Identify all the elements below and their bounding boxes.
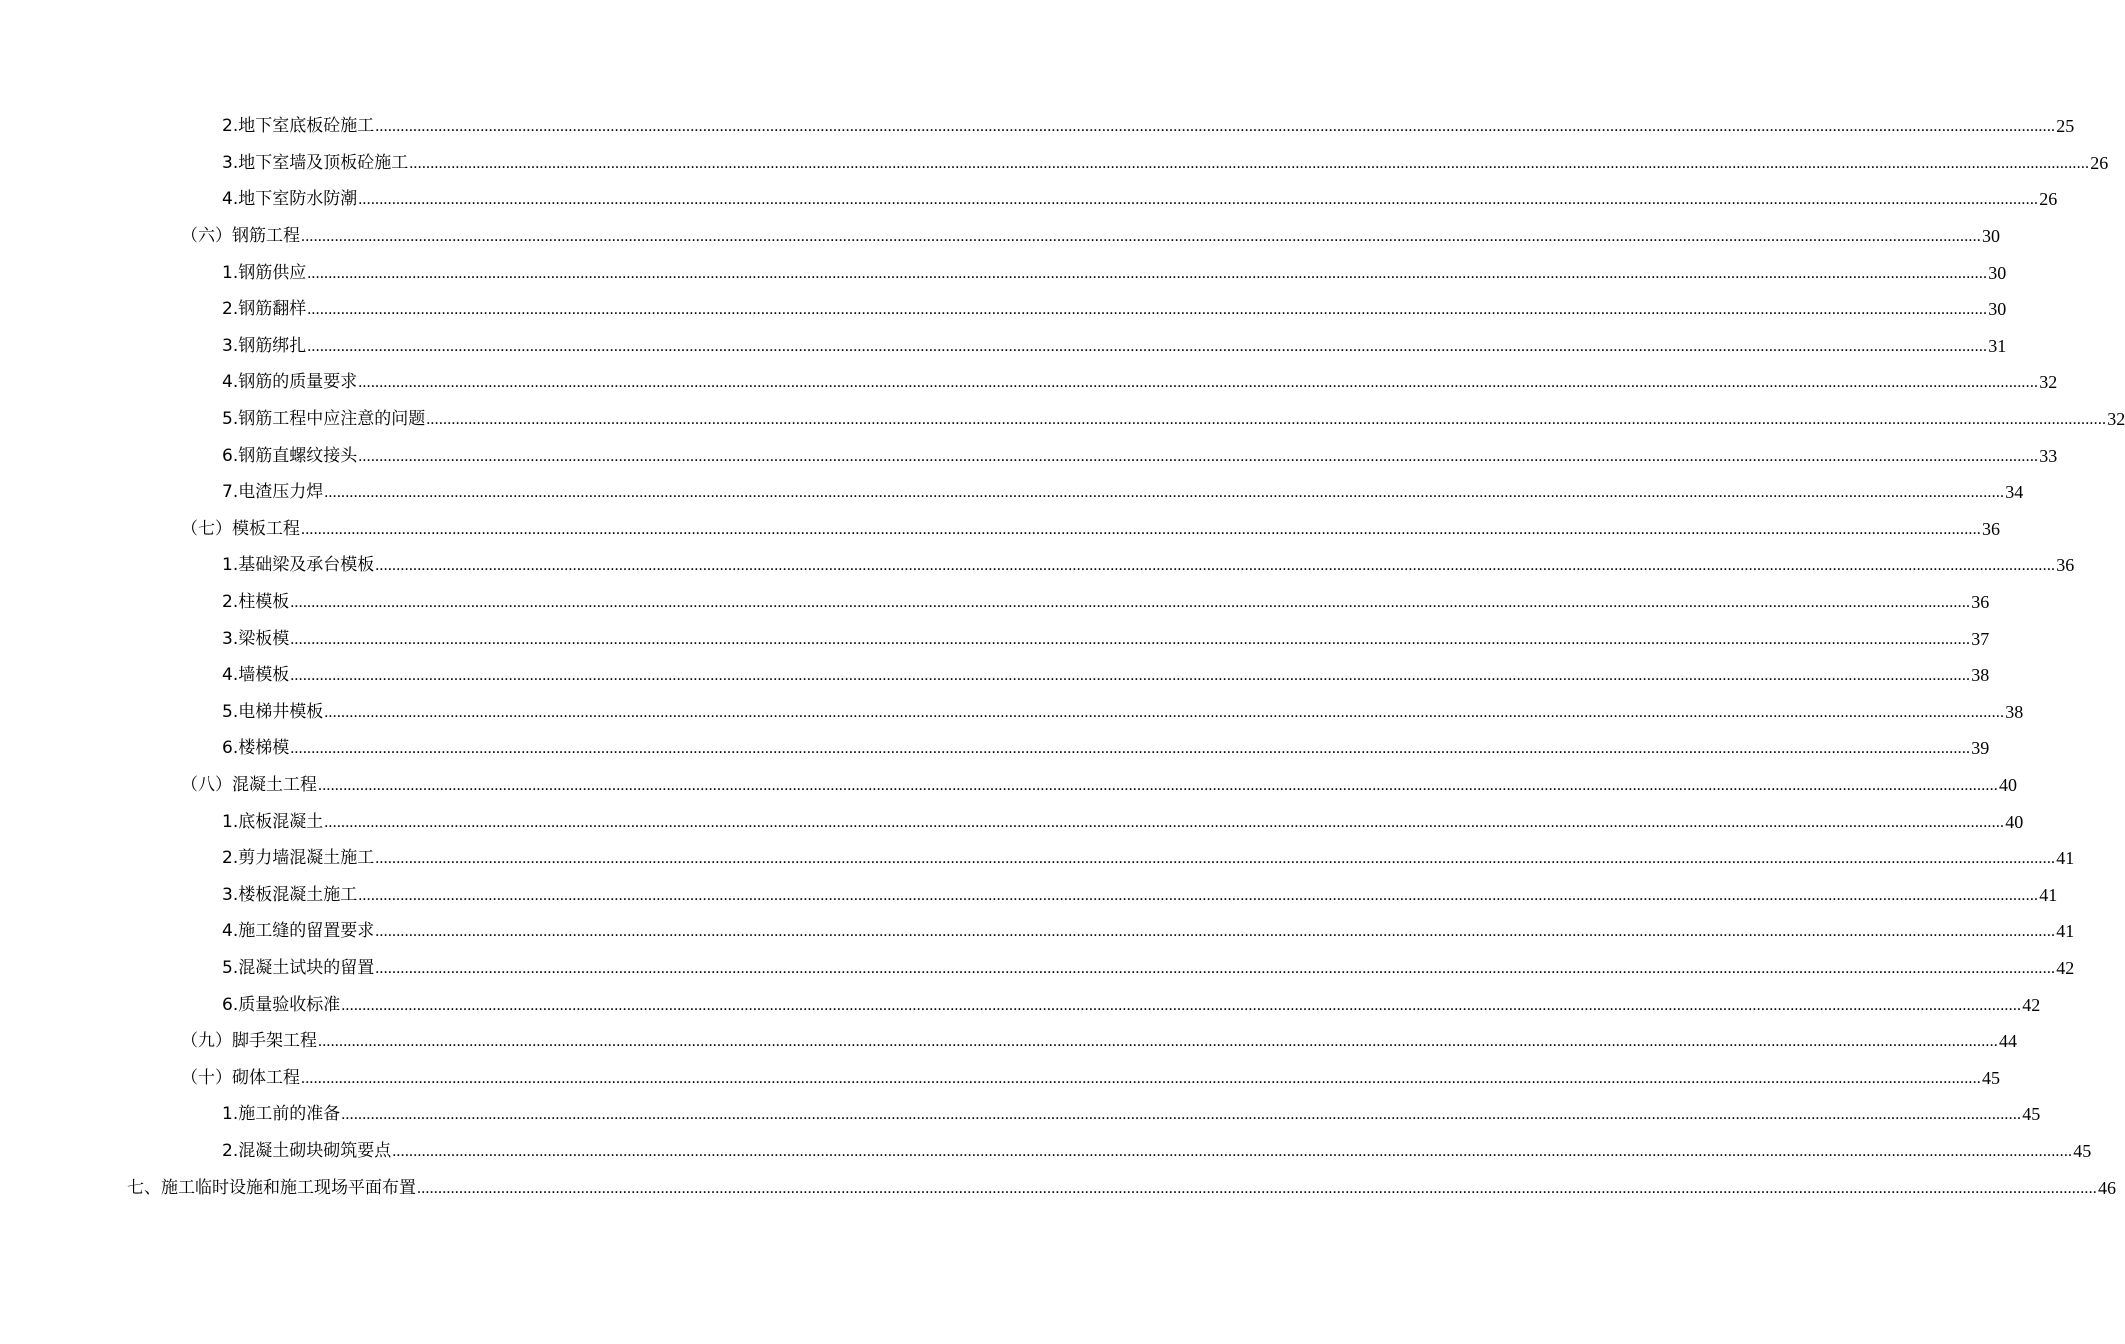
toc-entry[interactable] (0, 730, 1990, 767)
toc-dot-leader: ................................................................................................................................................................................................................................................................................................................................................................................................................ (318, 776, 1998, 794)
toc-entry-page-number: 25 (2056, 116, 2075, 137)
toc-entry-page-number: 36 (1982, 518, 2000, 539)
toc-dot-leader: ................................................................................................................................................................................................................................................................................................................................................................................................................ (358, 447, 2039, 465)
toc-entry-page-number: 41 (2056, 921, 2075, 942)
toc-entry[interactable] (0, 767, 2017, 804)
toc-entry-title: 6.钢筋直螺纹接头 (222, 445, 358, 466)
toc-entry-title: 2.地下室底板砼施工 (222, 116, 375, 137)
toc-entry-title: 1.基础梁及承台模板 (222, 555, 375, 576)
toc-entry[interactable] (0, 254, 2007, 291)
toc-entry-page-number: 32 (2107, 409, 2125, 430)
toc-entry-title: 2.柱模板 (222, 592, 290, 613)
toc-entry-title: 3.钢筋绑扎 (222, 335, 307, 356)
toc-entry-page-number: 37 (1971, 628, 1990, 649)
toc-entry-page-number: 36 (1971, 592, 1990, 613)
toc-dot-leader: ................................................................................................................................................................................................................................................................................................................................................................................................................ (318, 1033, 1998, 1051)
toc-dot-leader: ................................................................................................................................................................................................................................................................................................................................................................................................................ (324, 813, 2005, 831)
toc-entry[interactable] (0, 1169, 2116, 1206)
toc-entry-title: 4.墙模板 (222, 665, 290, 686)
toc-entry-page-number: 40 (2005, 811, 2024, 832)
toc-entry-page-number: 30 (1988, 262, 2007, 283)
toc-entry-page-number: 26 (2039, 189, 2058, 210)
toc-dot-leader: ................................................................................................................................................................................................................................................................................................................................................................................................................ (301, 1069, 1981, 1087)
toc-entry[interactable] (0, 364, 2058, 401)
toc-dot-leader: ................................................................................................................................................................................................................................................................................................................................................................................................................ (307, 337, 1988, 355)
toc-dot-leader: ................................................................................................................................................................................................................................................................................................................................................................................................................ (392, 1142, 2073, 1160)
toc-dot-leader: ................................................................................................................................................................................................................................................................................................................................................................................................................ (426, 411, 2107, 429)
toc-dot-leader: ................................................................................................................................................................................................................................................................................................................................................................................................................ (341, 996, 2022, 1014)
toc-entry-title: 6.质量验收标准 (222, 994, 341, 1015)
toc-entry-page-number: 36 (2056, 555, 2075, 576)
toc-dot-leader: ................................................................................................................................................................................................................................................................................................................................................................................................................ (375, 959, 2056, 977)
toc-dot-leader: ................................................................................................................................................................................................................................................................................................................................................................................................................ (375, 850, 2056, 868)
toc-entry[interactable] (0, 328, 2007, 365)
toc-dot-leader: ................................................................................................................................................................................................................................................................................................................................................................................................................ (409, 154, 2090, 172)
toc-dot-leader: ................................................................................................................................................................................................................................................................................................................................................................................................................ (341, 1106, 2022, 1124)
toc-entry[interactable] (0, 694, 2024, 731)
toc-entry[interactable] (0, 511, 2000, 548)
table-of-contents (0, 108, 2125, 1206)
toc-entry-page-number: 33 (2039, 445, 2058, 466)
toc-entry[interactable] (0, 803, 2024, 840)
toc-dot-leader: ................................................................................................................................................................................................................................................................................................................................................................................................................ (301, 520, 1981, 538)
toc-entry-page-number: 26 (2090, 152, 2109, 173)
toc-entry[interactable] (0, 1059, 2000, 1096)
toc-entry-title: （九）脚手架工程 (181, 1031, 317, 1052)
toc-dot-leader: ................................................................................................................................................................................................................................................................................................................................................................................................................ (301, 228, 1981, 246)
toc-entry-page-number: 42 (2022, 994, 2041, 1015)
toc-entry-title: 7.电渣压力焊 (222, 482, 324, 503)
toc-entry[interactable] (0, 950, 2075, 987)
toc-entry-title: 1.钢筋供应 (222, 262, 307, 283)
toc-entry-page-number: 30 (1988, 299, 2007, 320)
toc-entry[interactable] (0, 108, 2075, 145)
toc-entry[interactable] (0, 401, 2125, 438)
toc-entry-title: 1.施工前的准备 (222, 1104, 341, 1125)
toc-entry-page-number: 45 (1982, 1067, 2000, 1088)
toc-entry-title: （八）混凝土工程 (181, 774, 317, 795)
toc-entry[interactable] (0, 437, 2058, 474)
toc-dot-leader: ................................................................................................................................................................................................................................................................................................................................................................................................................ (290, 740, 1971, 758)
toc-entry-title: 2.混凝土砌块砌筑要点 (222, 1140, 392, 1161)
toc-entry-title: 3.楼板混凝土施工 (222, 884, 358, 905)
toc-entry[interactable] (0, 474, 2024, 511)
toc-dot-leader: ................................................................................................................................................................................................................................................................................................................................................................................................................ (324, 484, 2005, 502)
toc-entry[interactable] (0, 913, 2075, 950)
toc-entry-page-number: 42 (2056, 957, 2075, 978)
toc-entry-page-number: 45 (2073, 1140, 2092, 1161)
toc-entry-title: 2.剪力墙混凝土施工 (222, 848, 375, 869)
toc-dot-leader: ................................................................................................................................................................................................................................................................................................................................................................................................................ (290, 630, 1971, 648)
toc-entry-title: 1.底板混凝土 (222, 811, 324, 832)
toc-entry-title: 4.施工缝的留置要求 (222, 921, 375, 942)
toc-entry-page-number: 44 (1999, 1031, 2017, 1052)
toc-entry-title: 3.地下室墙及顶板砼施工 (222, 152, 409, 173)
toc-entry[interactable] (0, 547, 2075, 584)
toc-entry[interactable] (0, 1096, 2041, 1133)
toc-entry-page-number: 38 (2005, 701, 2024, 722)
toc-entry-page-number: 34 (2005, 482, 2024, 503)
toc-entry-page-number: 40 (1999, 774, 2017, 795)
toc-entry-title: 2.钢筋翻样 (222, 299, 307, 320)
toc-entry-page-number: 31 (1988, 335, 2007, 356)
toc-entry[interactable] (0, 1023, 2017, 1060)
toc-entry[interactable] (0, 145, 2109, 182)
toc-entry[interactable] (0, 1133, 2092, 1170)
toc-entry[interactable] (0, 620, 1990, 657)
toc-entry[interactable] (0, 840, 2075, 877)
toc-dot-leader: ................................................................................................................................................................................................................................................................................................................................................................................................................ (324, 703, 2005, 721)
toc-dot-leader: ................................................................................................................................................................................................................................................................................................................................................................................................................ (307, 264, 1988, 282)
toc-dot-leader: ................................................................................................................................................................................................................................................................................................................................................................................................................ (375, 557, 2056, 575)
toc-entry-page-number: 38 (1971, 665, 1990, 686)
toc-entry-title: 七、施工临时设施和施工现场平面布置 (127, 1177, 416, 1198)
toc-entry[interactable] (0, 657, 1990, 694)
toc-entry-title: 6.楼梯模 (222, 738, 290, 759)
toc-entry-title: 5.电梯井模板 (222, 701, 324, 722)
toc-entry-title: （十）砌体工程 (181, 1067, 300, 1088)
toc-entry[interactable] (0, 181, 2058, 218)
toc-entry[interactable] (0, 986, 2041, 1023)
toc-entry-title: （七）模板工程 (181, 518, 300, 539)
toc-entry-title: （六）钢筋工程 (181, 226, 300, 247)
toc-entry[interactable] (0, 584, 1990, 621)
toc-dot-leader: ................................................................................................................................................................................................................................................................................................................................................................................................................ (375, 118, 2056, 136)
toc-entry-page-number: 30 (1982, 226, 2000, 247)
toc-dot-leader: ................................................................................................................................................................................................................................................................................................................................................................................................................ (375, 923, 2056, 941)
toc-entry[interactable] (0, 291, 2007, 328)
toc-entry-title: 5.混凝土试块的留置 (222, 957, 375, 978)
toc-dot-leader: ................................................................................................................................................................................................................................................................................................................................................................................................................ (358, 191, 2039, 209)
toc-entry-title: 4.地下室防水防潮 (222, 189, 358, 210)
toc-entry-page-number: 39 (1971, 738, 1990, 759)
toc-entry-page-number: 41 (2056, 848, 2075, 869)
toc-entry[interactable] (0, 218, 2000, 255)
toc-entry-page-number: 45 (2022, 1104, 2041, 1125)
toc-dot-leader: ................................................................................................................................................................................................................................................................................................................................................................................................................ (417, 1179, 2097, 1197)
toc-entry-title: 3.梁板模 (222, 628, 290, 649)
toc-entry-page-number: 41 (2039, 884, 2058, 905)
toc-entry-page-number: 32 (2039, 372, 2058, 393)
toc-entry-title: 4.钢筋的质量要求 (222, 372, 358, 393)
toc-entry-title: 5.钢筋工程中应注意的问题 (222, 409, 426, 430)
toc-dot-leader: ................................................................................................................................................................................................................................................................................................................................................................................................................ (307, 301, 1988, 319)
toc-dot-leader: ................................................................................................................................................................................................................................................................................................................................................................................................................ (358, 886, 2039, 904)
toc-dot-leader: ................................................................................................................................................................................................................................................................................................................................................................................................................ (290, 594, 1971, 612)
toc-entry[interactable] (0, 876, 2058, 913)
toc-dot-leader: ................................................................................................................................................................................................................................................................................................................................................................................................................ (290, 667, 1971, 685)
toc-entry-page-number: 46 (2098, 1177, 2116, 1198)
toc-dot-leader: ................................................................................................................................................................................................................................................................................................................................................................................................................ (358, 374, 2039, 392)
